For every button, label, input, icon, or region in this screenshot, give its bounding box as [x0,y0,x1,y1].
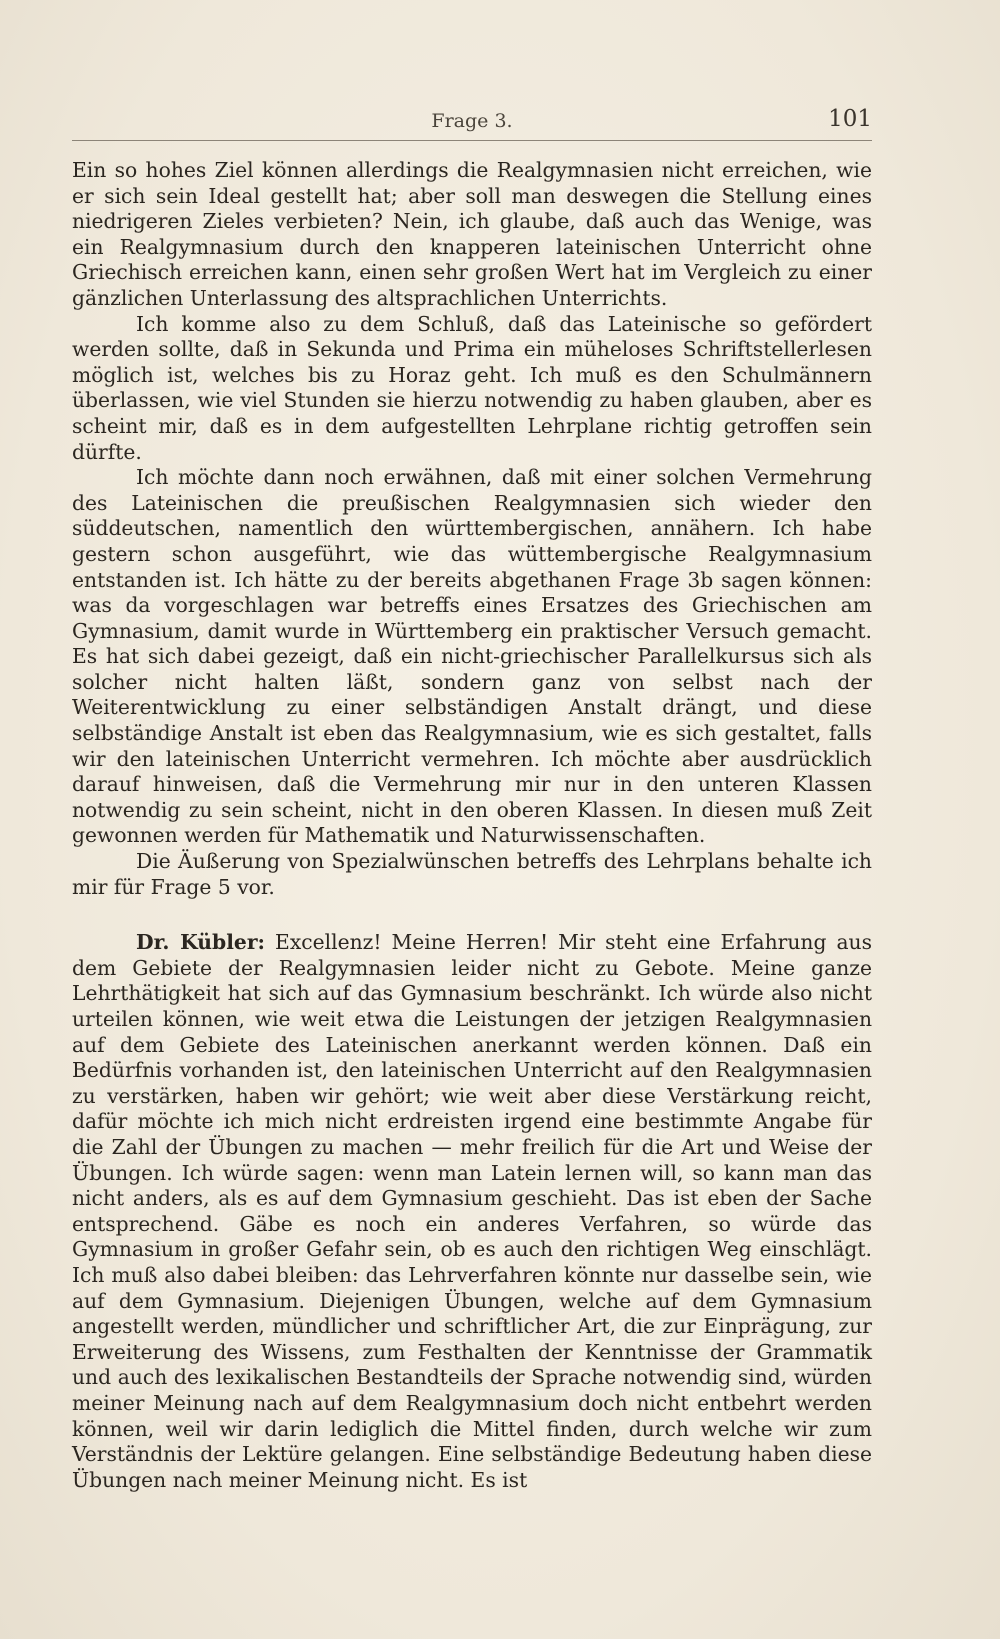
paragraph-4: Die Äußerung von Spezialwünschen betreffs des Lehrplans behalte ich mir für Frage 5 vor. [72,849,872,899]
paragraph-1: Ein so hohes Ziel können allerdings die Realgymnasien nicht erreichen, wie er sich sein Ideal gestellt hat; aber soll man deswegen die Stellung eines niedrigeren Zieles verbieten? Nein, ich glaube, daß auch das Wenige, was ein Realgymnasium durch den knapperen lateinischen Unterricht ohne Griechisch erreichen kann, einen sehr großen Wert hat im Vergleich zu einer gänzlichen Unterlassung des altsprachlichen Unterrichts. [72,158,872,310]
paragraph-3: Ich möchte dann noch erwähnen, daß mit einer solchen Vermehrung des Lateinischen die preußischen Realgymnasien sich wieder den süddeutschen, namentlich den württembergischen, annähern. Ich habe gestern schon ausgeführt, wie das wüttembergische Realgymnasium entstanden ist. Ich hätte zu der bereits abgethanen Frage 3b sagen können: was da vorgeschlagen war betreffs eines Ersatzes des Griechischen am Gymnasium, damit wurde in Württemberg ein praktischer Versuch gemacht. Es hat sich dabei gezeigt, daß ein nicht-griechischer Parallelkursus sich als solcher nicht halten läßt, sondern ganz von selbst nach der Weiterentwicklung zu einer selbständigen Anstalt drängt, und diese selbständige Anstalt ist eben das Realgymnasium, wie es sich gestaltet, falls wir den lateinischen Unterricht vermehren. Ich möchte aber ausdrücklich darauf hinweisen, daß die Vermehrung mir nur in den unteren Klassen notwendig zu sein scheint, nicht in den oberen Klassen. In diesen muß Zeit gewonnen werden für Mathematik und Naturwissenschaften. [72,465,872,848]
running-head: Frage 3. [431,110,513,132]
page-header [72,106,872,141]
body-text [72,158,872,1493]
page-number: 101 [828,106,872,132]
speaker-name: Dr. Kübler: [136,930,265,955]
speech-text: Excellenz! Meine Herren! Mir steht eine Erfahrung aus dem Gebiete der Realgymnasien leider nicht zu Gebote. Meine ganze Lehrthätigkeit hat sich auf das Gymnasium beschränkt. Ich würde also nicht urteilen können, wie weit etwa die Leistungen der jetzigen Realgymnasien auf dem Gebiete des Lateinischen anerkannt werden können. Daß ein Bedürfnis vorhanden ist, den lateinischen Unterricht auf den Realgymnasien zu verstärken, haben wir gehört; wie weit aber diese Verstärkung reicht, dafür möchte ich mich nicht erdreisten irgend eine bestimmte Angabe für die Zahl der Übungen zu machen — mehr freilich für die Art und Weise der Übungen. Ich würde sagen: wenn man Latein lernen will, so kann man das nicht anders, als es auf dem Gymnasium geschieht. Das ist eben der Sache entsprechend. Gäbe es noch ein anderes Verfahren, so würde das Gymnasium in großer Gefahr sein, ob es auch den richtigen Weg einschlägt. Ich muß also dabei bleiben: das Lehrverfahren könnte nur dasselbe sein, wie auf dem Gymnasium. Diejenigen Übungen, welche auf dem Gymnasium angestellt werden, mündlicher und schriftlicher Art, die zur Einprägung, zur Erweiterung des Wissens, zum Festhalten der Kenntnisse der Grammatik und auch des lexikalischen Bestandteils der Sprache notwendig sind, würden meiner Meinung nach auf dem Realgymnasium doch nicht entbehrt werden können, weil wir darin lediglich die Mittel finden, durch welche wir zum Verständnis der Lektüre gelangen. Eine selbständige Bedeutung haben diese Übungen nach meiner Meinung nicht. Es ist [72,930,873,1492]
speech-paragraph [72,930,872,1493]
paragraph-2: Ich komme also zu dem Schluß, daß das Lateinische so gefördert werden sollte, daß in Sekunda und Prima ein müheloses Schriftstellerlesen möglich ist, welches bis zu Horaz geht. Ich muß es den Schulmännern überlassen, wie viel Stunden sie hierzu notwendig zu haben glauben, aber es scheint mir, daß es in dem aufgestellten Lehrplane richtig getroffen sein dürfte. [72,311,872,464]
